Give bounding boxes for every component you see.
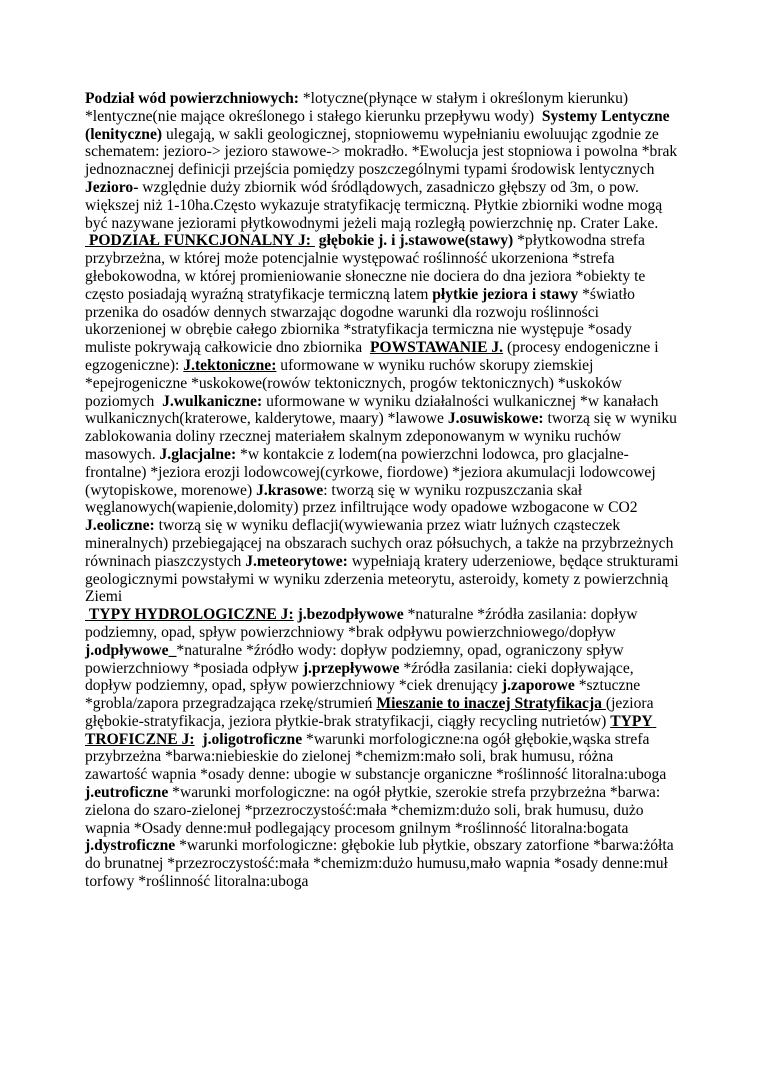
body-text: (jeziora głębokie-stratyfikacja, jeziora płytkie-brak stratyfikacji, ciągły recycling nutrietów): [85, 695, 658, 730]
bold-term: płytkie jeziora i stawy: [432, 285, 579, 303]
body-text: *lotyczne(płynące w stałym i określonym kierunku) *lentyczne(nie mające określonego i stałego kierunku przepływu wody): [85, 90, 633, 125]
body-text: uformowane w wyniku działalności wulkanicznej *w kanałach wulkanicznych(kraterowe, kalderytowe, maary) *lawowe: [85, 392, 663, 428]
bold-term: j.odpływowe_: [85, 641, 177, 659]
bold-term: Jezioro-: [85, 178, 139, 196]
body-text: *sztuczne *grobla/zapora przegradzająca rzekę/strumień: [85, 677, 645, 713]
paragraph: [85, 606, 679, 891]
bold-term: J.krasowe: [256, 481, 324, 499]
section-heading: PODZIAŁ FUNKCJONALNY J:: [85, 232, 315, 250]
body-text: *naturalne *źródło wody: dopływ podziemny, opad, ograniczony spływ powierzchniowy *posiada odpływ: [85, 641, 628, 677]
bold-term: j.zaporowe: [501, 677, 575, 695]
bold-term: j.przepływowe: [302, 659, 400, 677]
body-text: uformowane w wyniku ruchów skorupy ziemskiej *epejrogeniczne *uskokowe(rowów tektonicznych, progów tektonicznych) *uskoków poziomych: [85, 356, 626, 410]
bold-term: j.dystroficzne: [85, 837, 176, 855]
section-heading: POWSTAWANIE J.: [369, 339, 504, 357]
bold-term: głębokie j. i j.stawowe(stawy): [314, 232, 514, 250]
paragraph: [85, 90, 682, 232]
bold-term: j.bezodpływowe: [293, 606, 404, 624]
section-heading: J.tektoniczne:: [183, 356, 277, 374]
bold-term: j.oligotroficzne: [194, 730, 303, 748]
body-text: : tworzą się w wyniku rozpuszczania skał węglanowych(wapienie,dolomity) przez infiltrujące wody opadowe wzbogacone w CO2: [85, 481, 642, 517]
body-text: tworzą się w wyniku zablokowania doliny rzecznej materiałem skalnym zdeponowanym w wyniku ruchów masowych.: [85, 410, 681, 463]
body-text: *warunki morfologiczne:na ogół głębokie,wąska strefa przybrzeżna *barwa:niebieskie do zielonej *chemizm:mało soli, brak humusu, różna zawartość wapnia *osady denne: ubogie w substancje organiczne *roślinność litoralna:uboga: [85, 730, 671, 784]
paragraph: [85, 232, 683, 606]
body-text: *naturalne *źródła zasilania: dopływ podziemny, opad, spływ powierzchniowy *brak odpływu powierzchniowego/dopływ: [85, 606, 642, 641]
document-body: [85, 90, 683, 891]
body-text: *płytkowodna strefa przybrzeżna, w której może potencjalnie występować roślinność ukorzeniona *strefa głebokowodna, w której promieniowanie słoneczne nie dociera do dna jeziora *obiekty te często posiadają wyraźną stratyfikacje termiczną latem: [85, 232, 650, 303]
section-heading: Mieszanie to inaczej Stratyfikacja: [376, 695, 606, 713]
bold-term: Systemy Lentyczne (lenityczne): [85, 107, 674, 143]
body-text: tworzą się w wyniku deflacji(wywiewania przez wiatr luźnych cząsteczek mineralnych) przebiegającej na obszarach suchych oraz półsuchych, a także na przybrzeżnych równinach piaszczystych: [85, 517, 678, 570]
body-text: (procesy endogeniczne i egzogeniczne):: [85, 339, 663, 374]
body-text: *w kontakcie z lodem(na powierzchni lodowca, pro glacjalne-frontalne) *jeziora erozji lodowcowej(cyrkowe, fiordowe) *jeziora akumulacji lodowcowej (wytopiskowe, morenowe): [85, 445, 660, 499]
body-text: względnie duży zbiornik wód śródlądowych, zasadniczo głębszy od 3m, o pow. większej niż 1-10ha.Często wykazuje stratyfikację termiczną. Płytkie zbiorniki wodne mogą być nazywane jeziorami płytkowodnymi jeżeli mają rozległą powierzchnię np. Crater Lake.: [85, 178, 667, 232]
bold-term: j.eutroficzne: [85, 784, 169, 802]
body-text: *światło przenika do osadów dennych stwarzając dogodne warunki dla rozwoju roślinności ukorzenionej w obrębie całego zbiornika *stratyfikacja termiczna nie występuje *osady muliste pokrywają całkowicie dno zbiornika: [85, 285, 639, 357]
body-text: *warunki morfologiczne: na ogół płytkie, szerokie strefa przybrzeżna *barwa: zielona do szaro-zielonej *przezroczystość:mała *chemizm:dużo soli, brak humusu, dużo wapnia *Osady denne:muł podlegający procesom gnilnym *roślinność litoralna:bogata: [85, 784, 665, 837]
body-text: wypełniają kratery uderzeniowe, będące strukturami geologicznymi powstałymi w wyniku zderzenia meteorytu, asteroidy, komety z powierzchnią Ziemi: [85, 552, 683, 606]
section-heading: TYPY HYDROLOGICZNE J:: [85, 606, 294, 624]
body-text: *źródła zasilania: cieki dopływające, dopływ podziemny, opad, spływ powierzchniowy *ciek drenujący: [85, 659, 638, 695]
bold-term: J.meteorytowe:: [245, 552, 348, 570]
bold-term: J.wulkaniczne:: [162, 392, 263, 410]
body-text: ulegają, w sakli geologicznej, stopniowemu wypełnianiu ewoluując zgodnie ze schematem: jezioro-> jezioro stawowe-> mokradło. *Ewolucja jest stopniowa i powolna *brak jednoznacznej definicji przejścia pomiędzy poszczególnymi typami środowisk lentycznych: [85, 125, 682, 179]
bold-term: J.eoliczne:: [85, 517, 155, 535]
bold-term: J.osuwiskowe:: [447, 410, 544, 428]
body-text: *warunki morfologiczne: głębokie lub płytkie, obszary zatorfione *barwa:żółta do brunatnej *przezroczystość:mała *chemizm:dużo humusu,mało wapnia *osady denne:muł torfowy *roślinność litoralna:uboga: [85, 837, 678, 891]
bold-term: J.glacjalne:: [159, 445, 237, 463]
section-heading: TYPY TROFICZNE J:: [85, 712, 657, 748]
bold-term: Podział wód powierzchniowych:: [85, 90, 299, 107]
